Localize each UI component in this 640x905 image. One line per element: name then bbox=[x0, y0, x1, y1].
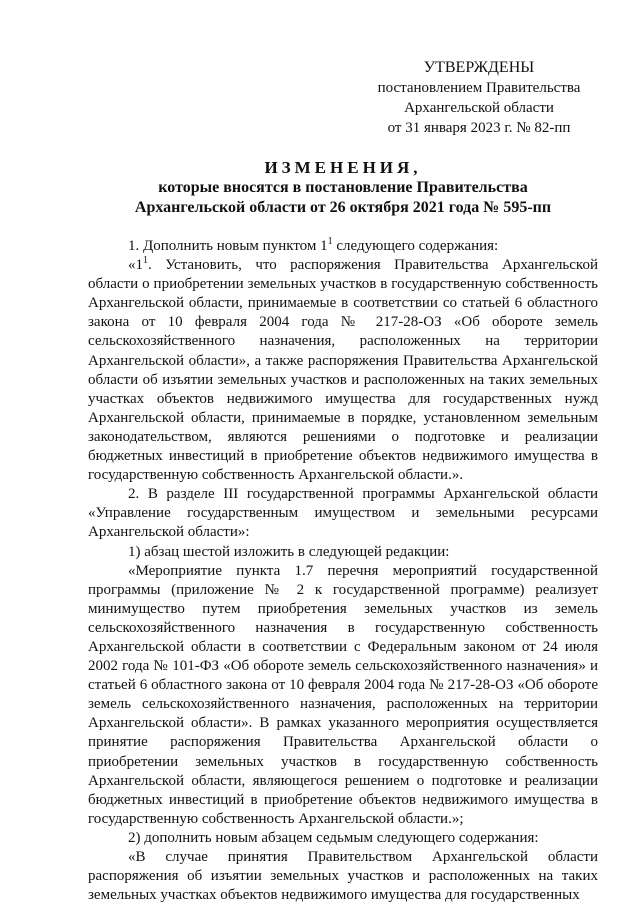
superscript: 1 bbox=[327, 236, 333, 247]
paragraph-text: 1. Дополнить новым пунктом 1 bbox=[128, 238, 328, 254]
approved-line: Архангельской области bbox=[404, 100, 554, 116]
paragraph: «В случае принятия Правительством Архангельской области распоряжения об изъятии земельных участков и расположенных на таких земельных участках объектов недвижимого имущества для государственных bbox=[88, 849, 598, 904]
paragraph: «Мероприятие пункта 1.7 перечня мероприятий государственной программы (приложение № 2 к государственной программе) реализует минимущество путем приобретения земельных участков из земель сельскохозяйственного назначения в государственную собственность Архангельской области в соответствии с Федеральным законом от 24 июля 2002 года № 101-ФЗ «Об обороте земель сельскохозяйственного назначения» и статьей 6 областного закона от 10 февраля 2004 года № 217-28-ОЗ «Об обороте земель сельскохозяйственного назначения, расположенных на территории Архангельской области». В рамках указанного мероприятия осуществляется принятие распоряжения Правительства Архангельской области о приобретении земельных участков в государственную собственность Архангельской области, являющегося решением о подготовке и реализации бюджетных инвестиций в приобретение объектов недвижимого имущества в государственную собственность Архангельской области.»; bbox=[88, 562, 598, 827]
paragraph bbox=[88, 256, 598, 485]
approved-date-line: от 31 января 2023 г. № 82-пп bbox=[387, 120, 571, 136]
paragraph: 2. В разделе III государственной программы Архангельской области «Управление государственным имуществом и земельными ресурсами Архангельской области»: bbox=[88, 486, 598, 541]
title-line: которые вносятся в постановление Правительства bbox=[158, 179, 528, 196]
approval-stamp bbox=[350, 58, 608, 138]
superscript: 1 bbox=[143, 255, 148, 267]
approved-line: постановлением Правительства bbox=[377, 80, 581, 96]
paragraph-text: . Установить, что распоряжения Правительства Архангельской области о приобретении земельных участков в государственную собственность Архангельской области, принимаемые в соответствии со статьей 6 областного закона от 10 февраля 2004 года № 217-28-ОЗ «Об обороте земель сельскохозяйственного назначения, расположенных на территории Архангельской области», а также распоряжения Правительства Архангельской области об изъятии земельных участков и расположенных на таких земельных участках объектов недвижимого имущества для государственных нужд Архангельской области, принимаемые в порядке, установленном земельным законодательством, являются решениями о подготовке и реализации бюджетных инвестиций в приобретение объектов недвижимого имущества в государственную собственность Архангельской области.». bbox=[88, 257, 598, 484]
paragraph bbox=[88, 237, 598, 256]
document-body bbox=[88, 237, 598, 905]
approved-heading: УТВЕРЖДЕНЫ bbox=[423, 59, 535, 76]
title-word: ИЗМЕНЕНИЯ, bbox=[264, 158, 422, 177]
paragraph-text: следующего содержания: bbox=[332, 238, 499, 254]
paragraph: 2) дополнить новым абзацем седьмым следующего содержания: bbox=[128, 829, 539, 846]
paragraph: 1) абзац шестой изложить в следующей редакции: bbox=[128, 543, 450, 560]
title-line: Архангельской области от 26 октября 2021 года № 595-пп bbox=[134, 199, 552, 216]
document-title bbox=[88, 158, 598, 218]
paragraph-text: «1 bbox=[128, 257, 143, 274]
